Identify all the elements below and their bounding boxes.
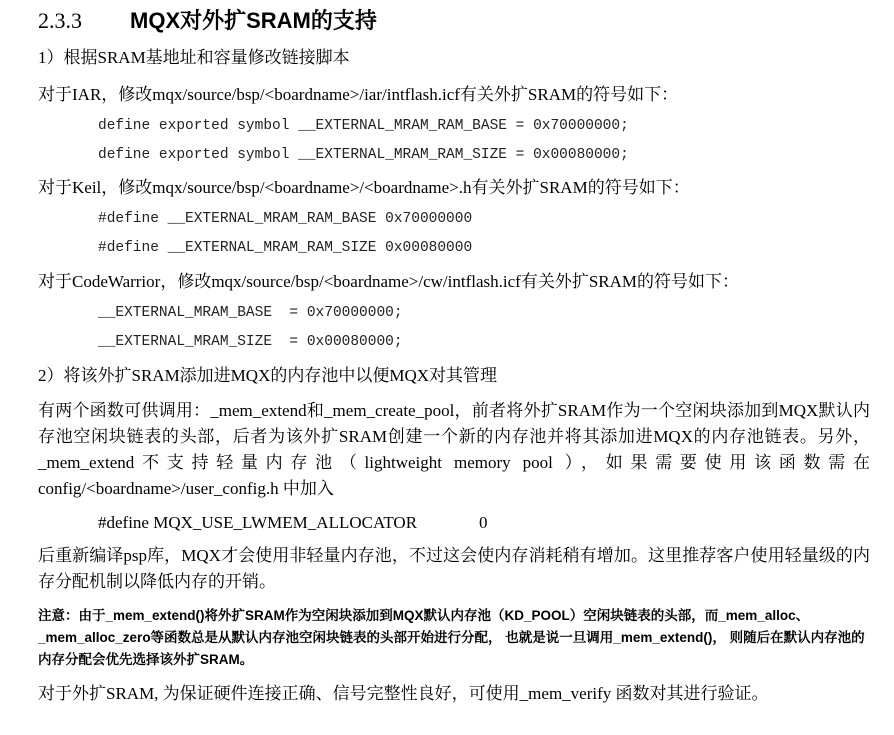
cw-code-line-base: __EXTERNAL_MRAM_BASE = 0x70000000; (98, 305, 403, 321)
cw-code-line-size: __EXTERNAL_MRAM_SIZE = 0x00080000; (98, 334, 403, 350)
define-line (98, 513, 488, 533)
section-number: 2.3.3 (38, 8, 82, 33)
keil-code-line-base: #define __EXTERNAL_MRAM_RAM_BASE 0x70000000 (98, 211, 473, 227)
verify-paragraph: 对于外扩SRAM, 为保证硬件连接正确、信号完整性良好，可使用_mem_verify 函数对其进行验证。 (38, 684, 769, 703)
define-value: 0 (479, 513, 488, 532)
note-paragraph: 注意：由于_mem_extend()将外扩SRAM作为空闲块添加到MQX默认内存池（KD_POOL）空闲块链表的头部，而_mem_alloc、_mem_alloc_zero等函数总是从默认内存池空闲块链表的头部开始进行分配， 也就是说一旦调用_mem_extend()， 则随后在默认内存池的内存分配会优先选择该外扩SRAM。 (38, 608, 865, 667)
step-1-heading: 1）根据SRAM基地址和容量修改链接脚本 (38, 48, 350, 67)
iar-code-line-base: define exported symbol __EXTERNAL_MRAM_RAM_BASE = 0x70000000; (98, 118, 629, 134)
rebuild-paragraph: 后重新编译psp库，MQX才会使用非轻量内存池，不过这会使内存消耗稍有增加。这里推荐客户使用轻量级的内存分配机制以降低内存的开销。 (38, 546, 870, 591)
step-2-heading: 2）将该外扩SRAM添加进MQX的内存池中以便MQX对其管理 (38, 366, 498, 385)
functions-paragraph: 有两个函数可供调用：_mem_extend和_mem_create_pool，前者将外扩SRAM作为一个空闲块添加到MQX默认内存池空闲块链表的头部，后者为该外扩SRAM创建一个新的内存池并将其添加进MQX的内存池链表。另外，_mem_extend不支持轻量内存池（lightweight memory pool ），如果需要使用该函数需在config/<boardname>/user_config.h 中加入 (38, 401, 870, 498)
iar-intro: 对于IAR，修改mqx/source/bsp/<boardname>/iar/intflash.icf有关外扩SRAM的符号如下： (38, 85, 679, 104)
keil-code-line-size: #define __EXTERNAL_MRAM_RAM_SIZE 0x00080000 (98, 240, 473, 256)
section-title: MQX对外扩SRAM的支持 (130, 8, 377, 33)
keil-intro: 对于Keil，修改mqx/source/bsp/<boardname>/<boardname>.h有关外扩SRAM的符号如下： (38, 178, 690, 197)
iar-code-line-size: define exported symbol __EXTERNAL_MRAM_RAM_SIZE = 0x00080000; (98, 147, 629, 163)
define-name: #define MQX_USE_LWMEM_ALLOCATOR (98, 513, 418, 532)
cw-intro: 对于CodeWarrior，修改mqx/source/bsp/<boardname>/cw/intflash.icf有关外扩SRAM的符号如下： (38, 272, 740, 291)
section-heading (38, 4, 377, 34)
